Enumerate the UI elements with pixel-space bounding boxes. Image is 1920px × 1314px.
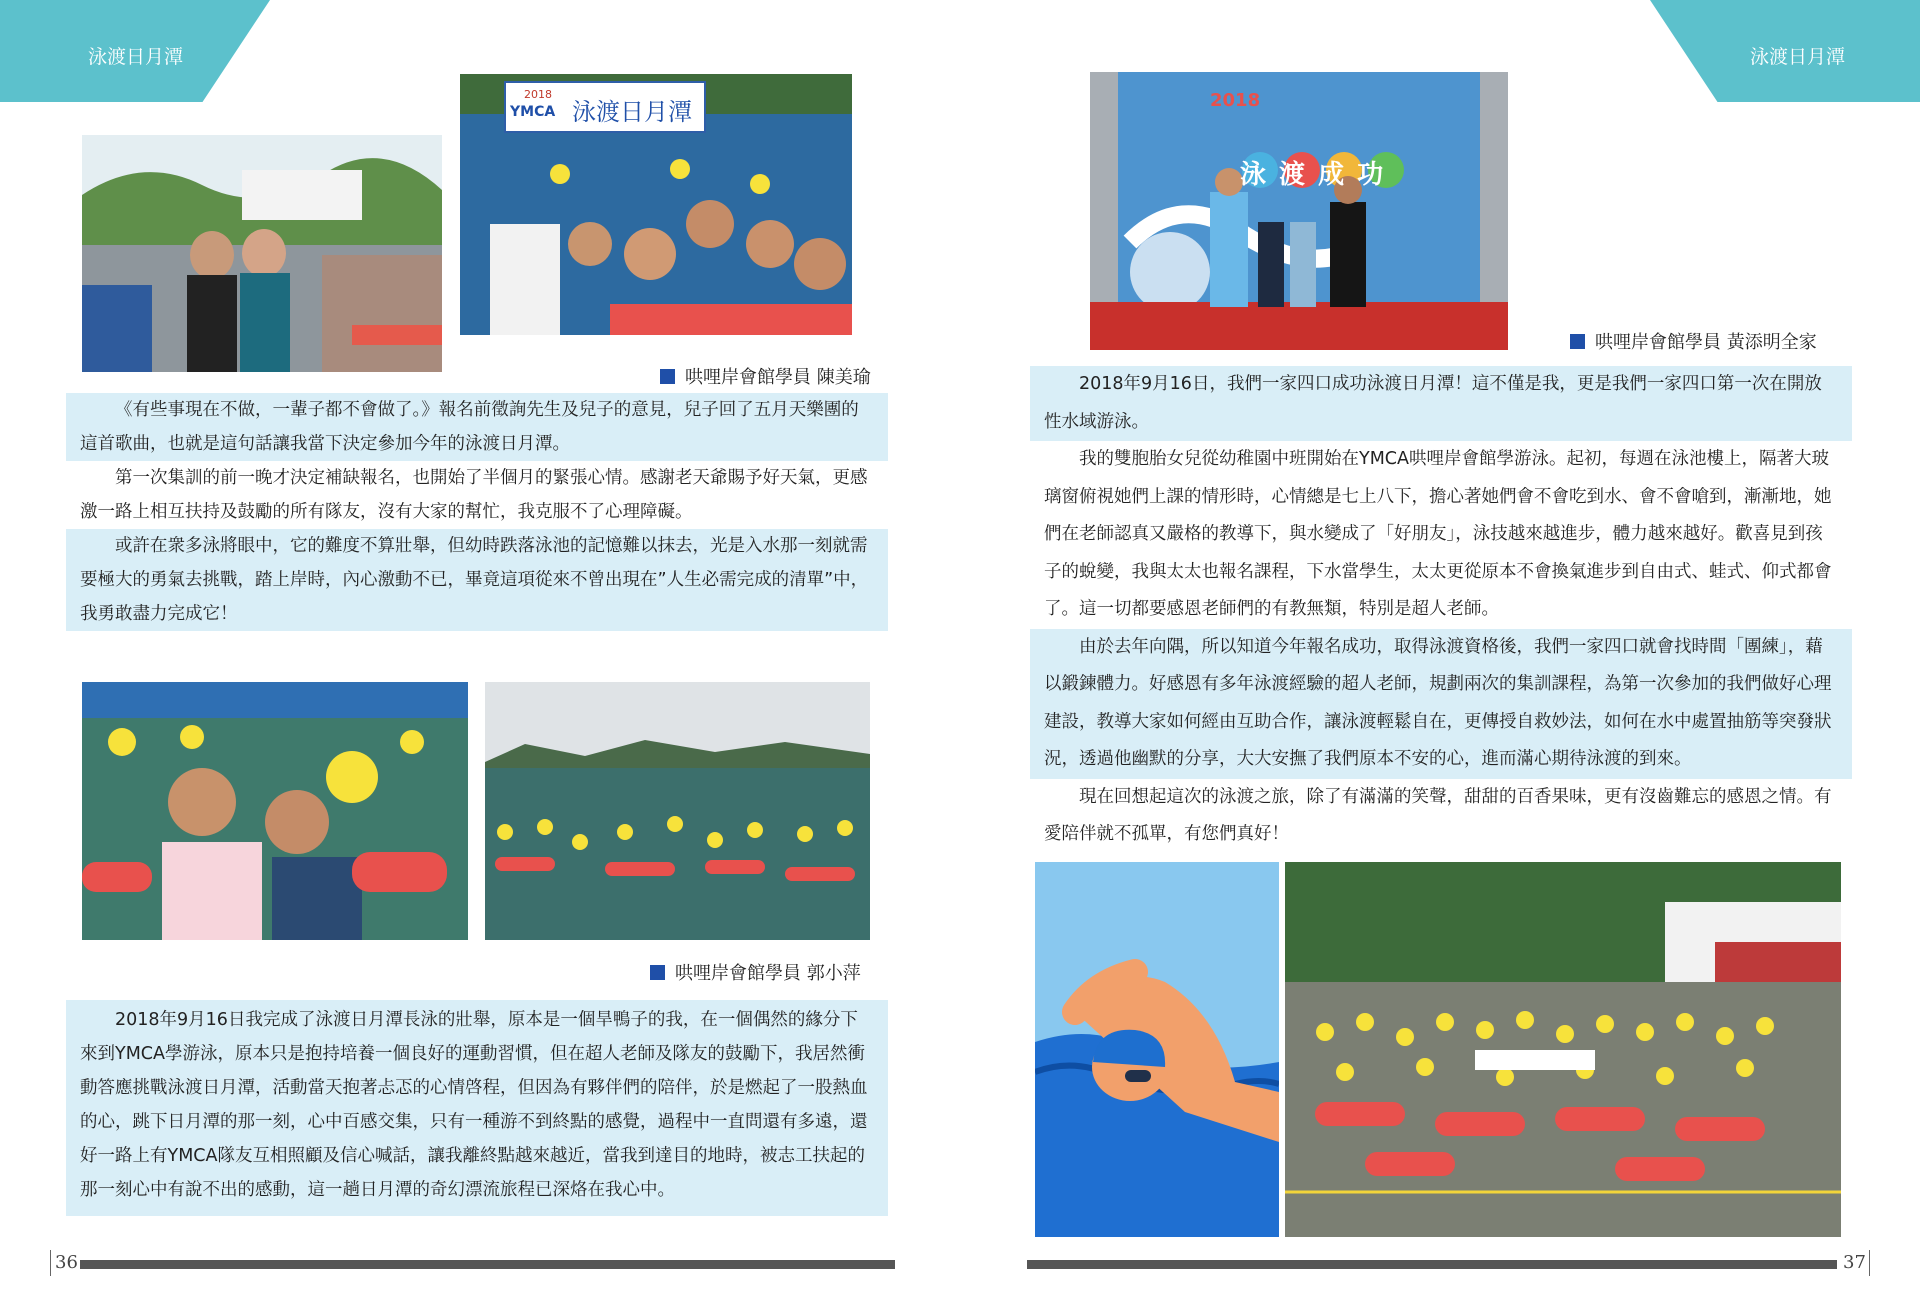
banner-year: 2018 (524, 88, 552, 101)
caption-text: 哄哩岸會館學員 陳美瑜 (685, 367, 871, 388)
caption-square-icon (650, 965, 665, 980)
arch-year: 2018 (1210, 90, 1261, 111)
caption-guo-xiaoping (650, 959, 861, 985)
header-title-right: 泳渡日月潭 (1750, 46, 1846, 68)
photo-group-banner (460, 74, 852, 335)
caption-square-icon (1570, 334, 1585, 349)
left-section1-text (66, 393, 888, 631)
banner-ymca: YMCA (510, 104, 556, 120)
photo-family-arch (1090, 72, 1508, 350)
caption-text: 哄哩岸會館學員 黃添明全家 (1595, 332, 1817, 353)
paragraph: 由於去年向隅，所以知道今年報名成功，取得泳渡資格後，我們一家四口就會找時間「團練」，藉以鍛鍊體力。好感恩有多年泳渡經驗的超人老師，規劃兩次的集訓課程，為第一次參加的我們做好心理建設，教導大家如何經由互助合作，讓泳渡輕鬆自在，更傳授自救妙法，如何在水中處置抽筋等突發狀況，透過他幽默的分享，大大安撫了我們原本不安的心，進而滿心期待泳渡的到來。 (1030, 629, 1852, 779)
paragraph: 我的雙胞胎女兒從幼稚園中班開始在YMCA哄哩岸會館學游泳。起初，每週在泳池樓上，隔著大玻璃窗俯視她們上課的情形時，心情總是七上八下，擔心著她們會不會吃到水、會不會嗆到，漸漸地，她們在老師認真又嚴格的教導下，與水變成了「好朋友」，泳技越來越進步，體力越來越好。歡喜見到孩子的蛻變，我與太太也報名課程，下水當學生，太太更從原本不會換氣進步到自由式、蛙式、仰式都會了。這一切都要感恩老師們的有教無類，特別是超人老師。 (1044, 449, 1832, 619)
caption-huang-family (1570, 328, 1817, 354)
paragraph: 2018年9月16日，我們一家四口成功泳渡日月潭！這不僅是我，更是我們一家四口第一次在開放性水域游泳。 (1030, 366, 1852, 441)
caption-chen-meiyu (660, 363, 871, 389)
footer-rule-left (80, 1260, 895, 1269)
page-divider-right (1869, 1250, 1870, 1276)
paragraph: 現在回想起這次的泳渡之旅，除了有滿滿的笑聲，甜甜的百香果味，更有沒齒難忘的感恩之情。有愛陪伴就不孤單，有您們真好！ (1044, 786, 1832, 844)
photo-women-swimming (82, 682, 468, 940)
page-number-right: 37 (1843, 1252, 1866, 1273)
left-section2-text (66, 1000, 888, 1216)
paragraph: 《有些事現在不做，一輩子都不會做了。》報名前徵詢先生及兒子的意見，兒子回了五月天樂團的這首歌曲，也就是這句話讓我當下決定參加今年的泳渡日月潭。 (66, 393, 888, 461)
caption-square-icon (660, 369, 675, 384)
swimmer-illustration (1035, 862, 1279, 1237)
header-title-left: 泳渡日月潭 (88, 46, 184, 68)
banner-title: 泳渡日月潭 (572, 98, 692, 126)
page-divider-left (50, 1250, 51, 1276)
paragraph: 或許在衆多泳將眼中，它的難度不算壯舉，但幼時跌落泳池的記憶難以抹去，光是入水那一刻就需要極大的勇氣去挑戰，踏上岸時，內心激動不已，畢竟這項從來不曾出現在”人生必需完成的清單”中，我勇敢盡力完成它！ (66, 529, 888, 631)
arch-success-text: 泳 渡 成 功 (1240, 160, 1386, 190)
photo-two-women (82, 135, 442, 372)
paragraph: 2018年9月16日我完成了泳渡日月潭長泳的壯舉，原本是一個旱鴨子的我，在一個偶然的緣分下來到YMCA學游泳，原本只是抱持培養一個良好的運動習慣，但在超人老師及隊友的鼓勵下，我居然衝動答應挑戰泳渡日月潭，活動當天抱著忐忑的心情啓程，但因為有夥伴們的陪伴，於是燃起了一股熱血的心，跳下日月潭的那一刻，心中百感交集，只有一種游不到終點的感覺，過程中一直問還有多遠，還好一路上有YMCA隊友互相照顧及信心喊話，讓我離終點越來越近，當我到達目的地時，被志工扶起的那一刻心中有說不出的感動，這一趟日月潭的奇幻漂流旅程已深烙在我心中。 (80, 1010, 868, 1200)
caption-text: 哄哩岸會館學員 郭小萍 (675, 963, 861, 984)
paragraph: 第一次集訓的前一晚才決定補缺報名，也開始了半個月的緊張心情。感謝老天爺賜予好天氣，更感激一路上相互扶持及鼓勵的所有隊友，沒有大家的幫忙，我克服不了心理障礙。 (80, 468, 868, 522)
photo-swimmers-lake (485, 682, 870, 940)
page-number-left: 36 (55, 1252, 78, 1273)
photo-big-group (1285, 862, 1841, 1237)
right-page-text (1030, 366, 1852, 854)
footer-rule-right (1027, 1260, 1837, 1269)
